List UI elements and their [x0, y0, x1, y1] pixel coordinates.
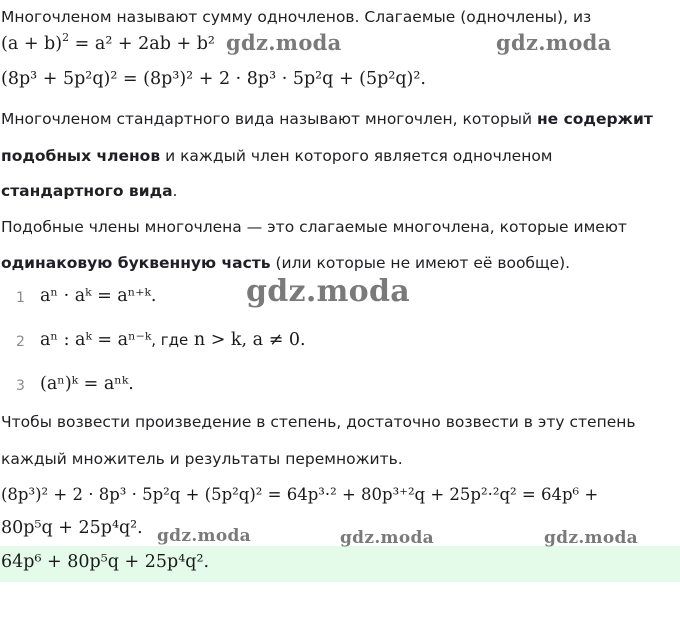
product-power-line-2: каждый множитель и результаты перемножить.	[1, 450, 403, 468]
standard-form-text: Многочленом стандартного вида называют многочлен, который	[1, 110, 537, 128]
power-rule-2	[40, 330, 306, 350]
standard-form-text-2: и каждый член которого является одночленом	[160, 147, 553, 165]
watermark: gdz.moda	[544, 528, 638, 548]
rule-number-2: 2	[16, 334, 25, 350]
like-terms-line-2	[1, 254, 680, 272]
square-of-sum-formula	[1, 31, 215, 54]
watermark: gdz.moda	[340, 528, 434, 548]
power-rule-2-formula: aⁿ : aᵏ = aⁿ⁻ᵏ	[40, 330, 152, 350]
power-rule-1: aⁿ · aᵏ = aⁿ⁺ᵏ.	[40, 286, 157, 306]
standard-form-line-3	[1, 182, 680, 200]
applied-square-formula: (8p³ + 5p²q)² = (8p³)² + 2 · 8p³ · 5p²q + (5p²q)².	[1, 69, 426, 89]
watermark: gdz.moda	[496, 30, 612, 55]
square-of-sum-lhs: (a + b)	[1, 34, 63, 54]
standard-form-text-3: .	[172, 182, 178, 200]
standard-form-bold-3: стандартного вида	[1, 182, 173, 200]
power-rule-3: (aⁿ)ᵏ = aⁿᵏ.	[40, 374, 134, 394]
like-terms-text: (или которые не имеют её вообще).	[270, 254, 571, 272]
square-of-sum-exponent: 2	[62, 31, 70, 44]
solution-line-1: (8p³)² + 2 · 8p³ · 5p²q + (5p²q)² = 64p³·² + 80p³⁺²q + 25p²·²q² = 64p⁶ +	[1, 485, 599, 504]
watermark: gdz.moda	[226, 30, 342, 55]
standard-form-line-2	[1, 147, 680, 165]
like-terms-bold: одинаковую буквенную часть	[1, 254, 271, 272]
power-rule-2-condition: n > k, a ≠ 0.	[193, 330, 306, 350]
standard-form-line-1	[1, 110, 680, 128]
standard-form-bold: не содержит	[536, 110, 653, 128]
watermark: gdz.moda	[246, 274, 411, 309]
polynomial-definition: Многочленом называют сумму одночленов. Слагаемые (одночлены), из	[1, 8, 592, 26]
rule-number-1: 1	[16, 290, 25, 306]
square-of-sum-rhs: = a² + 2ab + b²	[74, 34, 215, 54]
rule-number-3: 3	[16, 378, 25, 394]
product-power-line-1: Чтобы возвести произведение в степень, достаточно возвести в эту степень	[1, 413, 636, 431]
standard-form-bold-2: подобных членов	[1, 147, 161, 165]
power-rule-2-condition-word: , где	[151, 331, 189, 349]
like-terms-line-1: Подобные члены многочлена — это слагаемые многочлена, которые имеют	[1, 218, 627, 236]
watermark: gdz.moda	[157, 526, 251, 546]
final-answer: 64p⁶ + 80p⁵q + 25p⁴q².	[1, 552, 210, 572]
solution-line-2: 80p⁵q + 25p⁴q².	[1, 518, 143, 538]
